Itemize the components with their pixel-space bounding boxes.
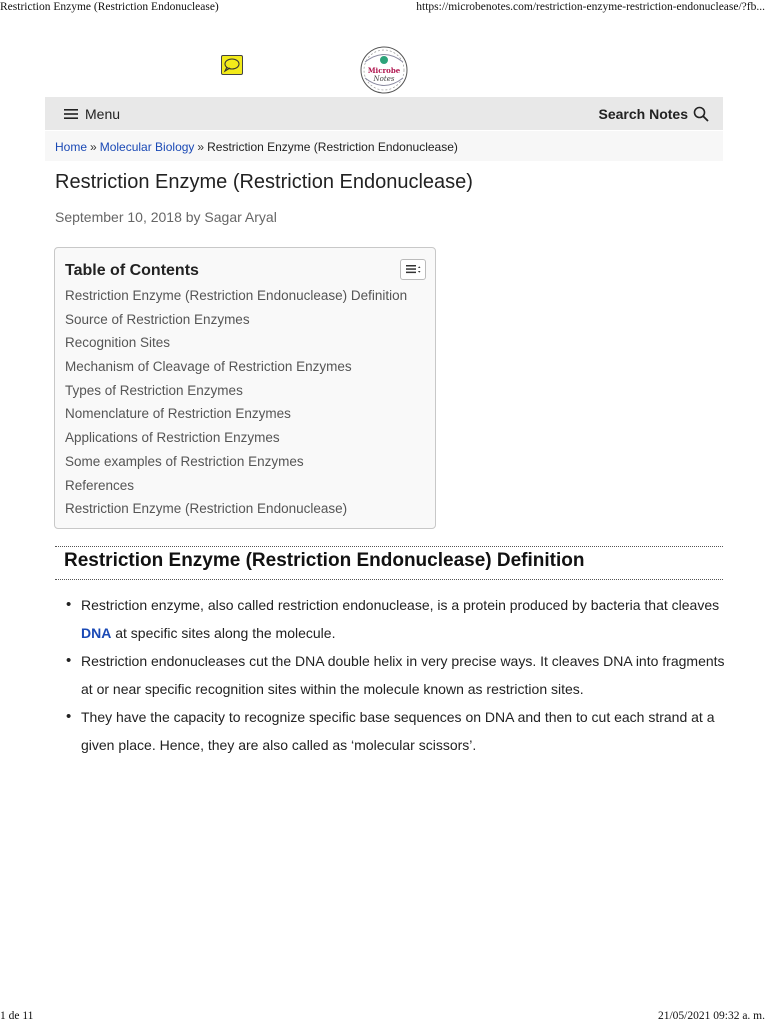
definition-list <box>65 591 725 759</box>
print-header-title: Restriction Enzyme (Restriction Endonuclease) <box>0 1 219 13</box>
breadcrumb <box>45 131 723 161</box>
dna-link[interactable]: DNA <box>81 625 112 641</box>
toc-item-types[interactable]: Types of Restriction Enzymes <box>65 382 243 398</box>
toc-list <box>65 288 407 525</box>
article-byline: September 10, 2018 by Sagar Aryal <box>55 209 277 225</box>
list-item <box>65 591 725 647</box>
menu-button[interactable] <box>64 105 120 123</box>
print-header <box>0 1 768 17</box>
table-of-contents <box>54 247 436 529</box>
breadcrumb-current: Restriction Enzyme (Restriction Endonuclease) <box>207 140 458 154</box>
search-icon <box>693 106 709 122</box>
bullet-text: Restriction enzyme, also called restriction endonuclease, is a protein produced by bacteria that cleaves <box>81 597 720 613</box>
list-item: • They have the capacity to recognize specific base sequences on DNA and then to cut each strand at a given place. Hence, they are also called as ‘molecular scissors’. <box>65 703 725 759</box>
page-title: Restriction Enzyme (Restriction Endonuclease) <box>55 171 473 193</box>
toc-item-restriction-enzyme[interactable]: Restriction Enzyme (Restriction Endonuclease) <box>65 501 348 517</box>
navbar <box>45 97 723 130</box>
toc-item-mechanism[interactable]: Mechanism of Cleavage of Restriction Enzymes <box>65 359 352 375</box>
toc-item-applications[interactable]: Applications of Restriction Enzymes <box>65 430 280 446</box>
search-notes-label: Search Notes <box>598 106 688 122</box>
logo-text-line1: Microbe <box>367 66 401 75</box>
print-footer-page: 1 de 11 <box>0 1010 34 1022</box>
hamburger-icon <box>64 108 78 120</box>
toc-item-examples[interactable]: Some examples of Restriction Enzymes <box>65 453 304 469</box>
menu-label: Menu <box>85 106 121 122</box>
toc-item-nomenclature[interactable]: Nomenclature of Restriction Enzymes <box>65 406 291 422</box>
print-header-url: https://microbenotes.com/restriction-enzyme-restriction-endonuclease/?fb... <box>416 1 765 13</box>
section-heading-box <box>55 546 723 580</box>
chat-icon[interactable] <box>221 55 243 75</box>
breadcrumb-separator: » <box>197 140 205 154</box>
toc-toggle-button[interactable] <box>400 259 426 280</box>
list-item: • Restriction endonucleases cut the DNA double helix in very precise ways. It cleaves DNA into fragments at or near specific recognition sites within the molecule known as restriction sites. <box>65 647 725 703</box>
breadcrumb-separator: » <box>90 140 97 154</box>
logo-text-line2: Notes <box>373 75 395 83</box>
breadcrumb-molecular-biology[interactable]: Molecular Biology <box>99 140 195 154</box>
toc-item-recognition-sites[interactable]: Recognition Sites <box>65 335 171 351</box>
toc-item-definition[interactable]: Restriction Enzyme (Restriction Endonuclease) Definition <box>65 288 408 303</box>
list-icon <box>401 260 425 279</box>
toc-item-references[interactable]: References <box>65 477 135 493</box>
toc-item-source[interactable]: Source of Restriction Enzymes <box>65 311 250 327</box>
search-notes-button[interactable] <box>599 105 709 123</box>
print-footer-datetime: 21/05/2021 09:32 a. m. <box>657 1010 765 1022</box>
breadcrumb-home[interactable]: Home <box>55 140 88 154</box>
toc-title: Table of Contents <box>65 262 199 279</box>
section-heading: Restriction Enzyme (Restriction Endonuclease) Definition <box>64 550 585 571</box>
bullet-text: at specific sites along the molecule. <box>111 625 336 641</box>
site-logo[interactable] <box>359 45 409 95</box>
